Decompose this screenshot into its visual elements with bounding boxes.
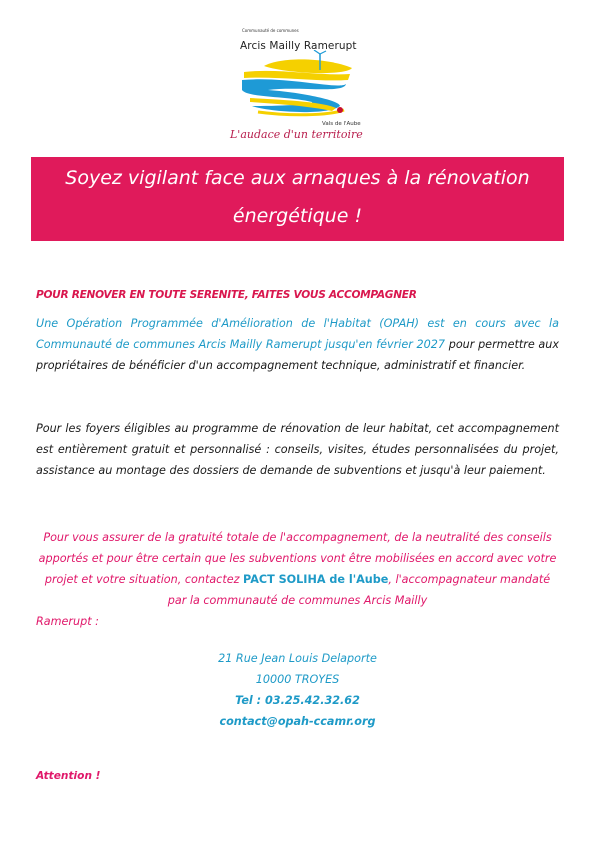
address-city: 10000 TROYES [255,673,340,686]
opah-text: pour permettre aux propriétaires de bénéficier d'un accompagnement technique, administratif et financier. [36,338,559,372]
contact-address [36,648,559,732]
logo-name: Arcis Mailly Ramerupt [240,40,357,52]
paragraph-eligibility: Pour les foyers éligibles au programme de rénovation de leur habitat, cet accompagnement est entièrement gratuit et personnalisé : conseils, visites, études personnalisées du projet, assistance au montage des dossiers de demande de subventions et jusqu'à leur paiement. [36,422,559,477]
banner-line-1: Soyez vigilant face aux arnaques à la rénovation [65,167,530,189]
logo-small-text: Communauté de communes [242,28,299,33]
address-email[interactable]: contact@opah-ccamr.org [219,715,376,728]
banner-line-2: énergétique ! [232,205,363,227]
address-street: 21 Rue Jean Louis Delaporte [218,652,377,665]
pact-soliha-name: PACT SOLIHA de l'Aube [243,573,389,586]
logo-slogan: L'audace d'un territoire [230,128,363,141]
paragraph-opah [36,313,559,376]
river-wind-turbine-icon [228,50,368,122]
opah-highlight: Une Opération Programmée d'Amélioration de l'Habitat (OPAH) est en cours avec la Communauté de communes Arcis Mailly Ramerupt jusqu'en février 2027 [36,317,559,351]
address-phone[interactable]: Tel : 03.25.42.32.62 [235,694,360,707]
contact-text-2: , l'accompagnateur mandaté par la communauté de communes Arcis Mailly [167,573,551,607]
logo-region: Vals de l'Aube [322,121,361,127]
community-logo [228,28,368,146]
section-heading: POUR RENOVER EN TOUTE SERENITE, FAITES VOUS ACCOMPAGNER [36,289,417,301]
contact-text-1: Pour vous assurer de la gratuité totale de l'accompagnement, de la neutralité des conseils apportés et pour être certain que les subventions vont être mobilisées en accord avec votre projet et votre situation, contactez [38,531,557,586]
attention-label: Attention ! [36,770,101,782]
contact-text-3: Ramerupt : [36,615,99,628]
title-banner [31,157,564,241]
paragraph-contact [36,527,559,632]
